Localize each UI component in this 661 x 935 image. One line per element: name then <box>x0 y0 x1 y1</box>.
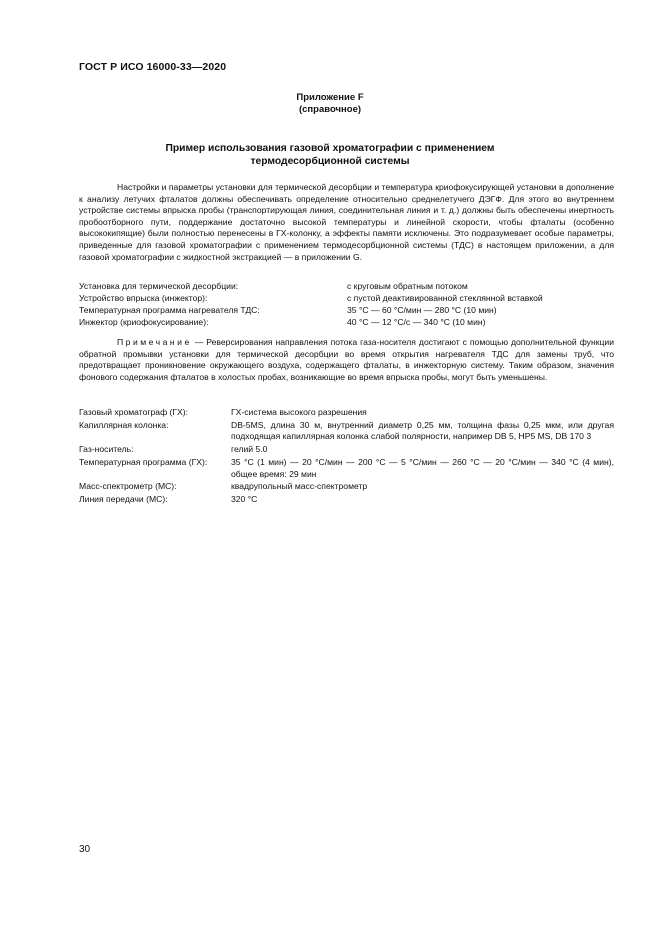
annex-title: Приложение F <box>296 92 364 103</box>
section-title-line-1: Пример использования газовой хроматографии с применением <box>165 143 495 154</box>
note-label: Примечание <box>117 337 192 347</box>
param-label: Газовый хроматограф (ГХ): <box>79 407 189 417</box>
page-number: 30 <box>79 844 91 855</box>
section-title-line-2: термодесорбционной системы <box>250 156 410 167</box>
table-row <box>79 407 614 420</box>
note-paragraph <box>79 337 614 383</box>
table-row <box>79 420 614 444</box>
param-label: Инжектор (криофокусирование): <box>79 317 209 327</box>
intro-text: Настройки и параметры установки для термической десорбции и температура криофокусирующей установки в дополнение к анализу летучих фталатов должны обеспечивать определение относительно среднелетучего ДЭГФ. Для этого во внутреннем устройстве системы впрыска пробы (транспортирующая линия, соединительная линия и т. д.) должны быть обеспечены инертность пробоотборного пути, поддержание достаточно высокой температуры и линейной скорости, чтобы фталаты (особенно высококипящие) были полностью перенесены в ГХ-колонку, а эффекты памяти исключены. Это подразумевает особые параметры, приведенные для газовой хроматографии с применением термодесорбционной системы (ТДС) в настоящем приложении, а для газовой хроматографии с жидкостной экстракцией — в приложении G. <box>79 182 614 262</box>
param-label: Линия передачи (МС): <box>79 494 168 505</box>
section-title <box>79 142 581 168</box>
table-row <box>79 444 614 457</box>
document-header: ГОСТ Р ИСО 16000-33—2020 <box>79 61 227 73</box>
table-row <box>79 292 614 304</box>
param-value: квадрупольный масс-спектрометр <box>231 481 368 492</box>
param-label: Температурная программа (ГХ): <box>79 457 208 468</box>
param-value: 320 °C <box>231 494 258 505</box>
table-row <box>79 494 614 507</box>
param-label: Устройство впрыска (инжектор): <box>79 293 208 303</box>
table-row <box>79 316 614 328</box>
param-value: ГХ-система высокого разрешения <box>231 407 367 417</box>
param-value: 40 °C — 12 °C/c — 340 °C (10 мин) <box>347 317 486 327</box>
param-label: Температурная программа нагревателя ТДС: <box>79 305 260 315</box>
tds-parameters-table <box>79 280 614 328</box>
param-value: гелий 5.0 <box>231 444 268 455</box>
note-text: Реверсирования направления потока газа-носителя достигают с помощью дополнительной функции обратной промывки установки для термической десорбции во время открытия нагревателя ТДС для замены труб, что предотвращает проникновение окружающего воздуха, содержащего фталаты, в инжекторную систему. Таким образом, значения фонового содержания фталатов в холостых пробах, возникающие во время впрыска пробы, могут быть уменьшены. <box>79 337 614 382</box>
annex-heading <box>79 92 581 116</box>
annex-type: (справочное) <box>298 104 362 115</box>
param-value: с круговым обратным потоком <box>347 281 468 291</box>
table-row <box>79 280 614 292</box>
intro-paragraph <box>79 182 614 263</box>
gc-parameters-table <box>79 407 614 507</box>
note-dash: — <box>194 337 204 347</box>
table-row <box>79 481 614 494</box>
table-row <box>79 304 614 316</box>
param-value: 35 °C — 60 °C/мин — 280 °C (10 мин) <box>347 305 497 315</box>
param-value: с пустой деактивированной стеклянной вставкой <box>347 293 543 303</box>
param-label: Масс-спектрометр (МС): <box>79 481 177 492</box>
param-label: Газ-носитель: <box>79 444 134 455</box>
param-value: DB-5MS, длина 30 м, внутренний диаметр 0,25 мм, толщина фазы 0,25 мкм, или другая подходящая капиллярная колонка слабой полярности, например DB 5, HP5 MS, DB 170 3 <box>231 419 614 442</box>
param-value: 35 °C (1 мин) — 20 °C/мин — 200 °C — 5 °C/мин — 260 °C — 20 °C/мин — 340 °C (4 мин), общее время: 29 мин <box>231 457 614 479</box>
param-label: Установка для термической десорбции: <box>79 281 239 291</box>
table-row <box>79 457 614 481</box>
param-label: Капиллярная колонка: <box>79 419 169 430</box>
